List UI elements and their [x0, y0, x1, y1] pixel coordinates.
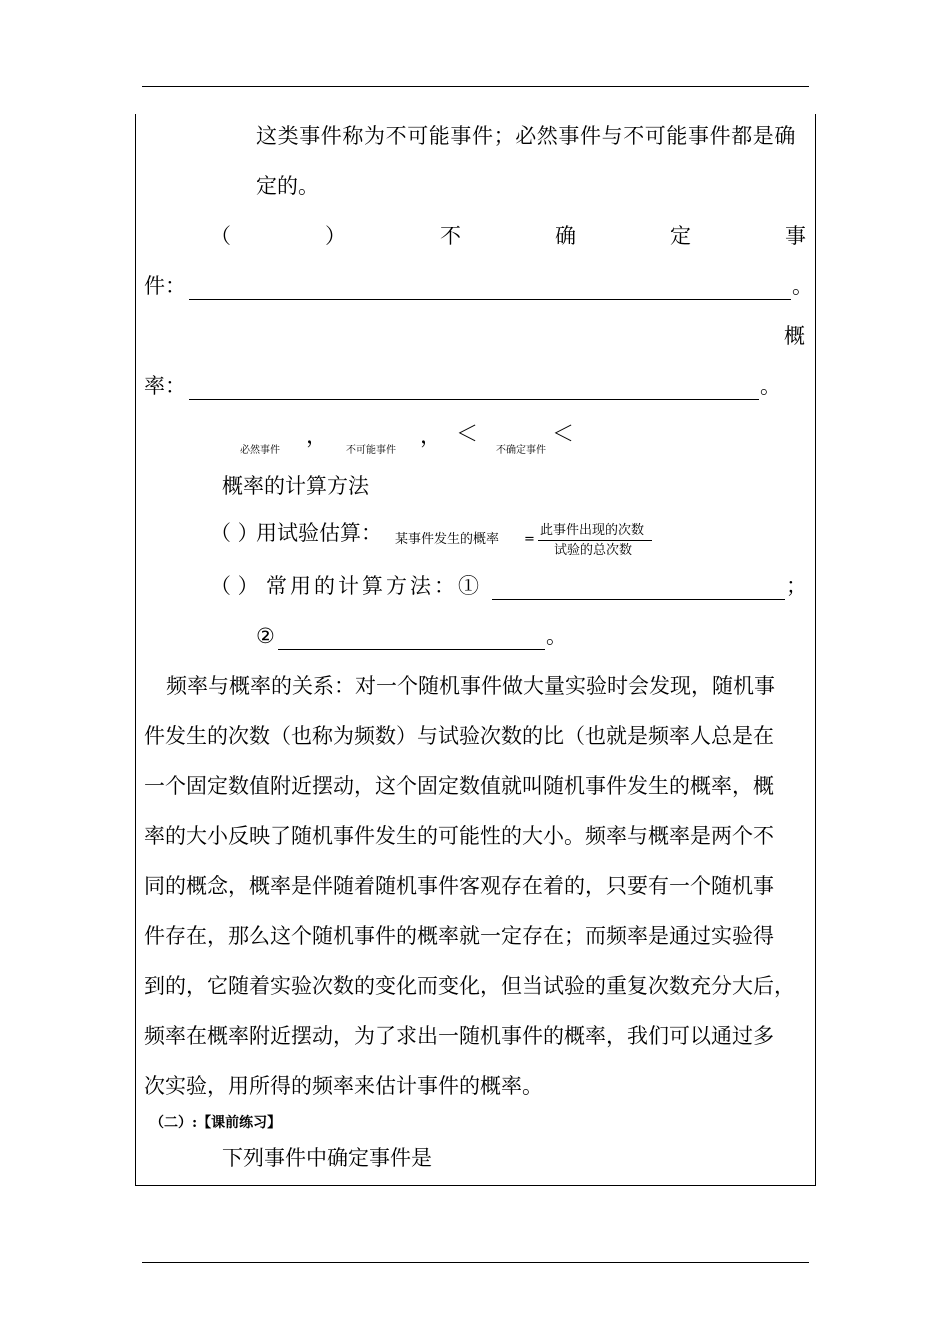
less-than-2: ＜ [552, 422, 575, 447]
formula-equals: = [524, 532, 535, 547]
sub-uncertain-event: 不确定事件 [496, 445, 546, 456]
uncertain-answer-blank[interactable] [189, 299, 791, 300]
method-2-end: 。 [546, 624, 567, 648]
paren-open: （ [210, 224, 231, 248]
less-than-1: ＜ [456, 422, 479, 447]
sub-impossible-event: 不可能事件 [346, 445, 396, 456]
relation-line-5: 同的概念，概率是伴随着随机事件客观存在着的，只要有一个随机事 [144, 874, 774, 898]
method-2-blank-1[interactable] [492, 599, 785, 600]
relation-line-4: 率的大小反映了随机事件发生的可能性的大小。频率与概率是两个不 [144, 824, 774, 848]
method-1-paren: （ ） [210, 521, 259, 545]
intro-line-2: 定的。 [256, 174, 319, 198]
method-2-blank-2[interactable] [278, 649, 545, 650]
method-2-second-marker: ② [256, 624, 275, 648]
relation-line-9: 次实验，用所得的频率来估计事件的概率。 [144, 1074, 543, 1098]
relation-line-3: 一个固定数值附近摆动，这个固定数值就叫随机事件发生的概率，概 [144, 774, 774, 798]
char-que: 确 [555, 224, 576, 248]
footer-rule [142, 1262, 809, 1263]
paren-close: ） [325, 224, 346, 248]
intro-line-1: 这类事件称为不可能事件；必然事件与不可能事件都是确 [256, 124, 796, 148]
comma-1: ， [306, 424, 329, 449]
probability-terminator: 。 [760, 374, 781, 398]
method-2-label: 常用的计算方法：① [266, 574, 482, 598]
sub-certain-event: 必然事件 [240, 445, 280, 456]
formula-numerator: 此事件出现的次数 [540, 523, 645, 538]
uncertain-label-end: 件： [144, 274, 186, 298]
probability-label-end: 率： [144, 374, 186, 398]
method-2-separator: ； [786, 574, 807, 598]
relation-line-6: 件存在，那么这个随机事件的概率就一定存在；而频率是通过实验得 [144, 924, 774, 948]
probability-char: 概 [784, 324, 805, 348]
probability-answer-blank[interactable] [189, 399, 759, 400]
formula-denominator: 试验的总次数 [554, 543, 633, 558]
uncertain-event-heading [210, 221, 806, 251]
char-ding: 定 [670, 224, 691, 248]
practice-heading: （二）:【课前练习】 [150, 1115, 282, 1131]
method-2-paren: （ ） [210, 574, 259, 598]
uncertain-terminator: 。 [792, 274, 813, 298]
formula-lhs: 某事件发生的概率 [395, 532, 500, 547]
relation-line-7: 到的，它随着实验次数的变化而变化，但当试验的重复次数充分大后， [144, 974, 795, 998]
relation-line-1: 频率与概率的关系：对一个随机事件做大量实验时会发现，随机事 [166, 674, 775, 698]
char-bu: 不 [440, 224, 461, 248]
practice-question: 下列事件中确定事件是 [222, 1146, 432, 1170]
method-1-label: 用试验估算： [256, 521, 382, 545]
relation-line-2: 件发生的次数（也称为频数）与试验次数的比（也就是频率人总是在 [144, 724, 774, 748]
formula-fraction-bar [538, 540, 652, 541]
relation-line-8: 频率在概率附近摆动，为了求出一随机事件的概率，我们可以通过多 [144, 1024, 774, 1048]
header-rule [142, 86, 809, 87]
char-shi: 事 [785, 224, 806, 248]
comma-2: ， [420, 424, 443, 449]
methods-heading: 概率的计算方法 [222, 474, 369, 498]
